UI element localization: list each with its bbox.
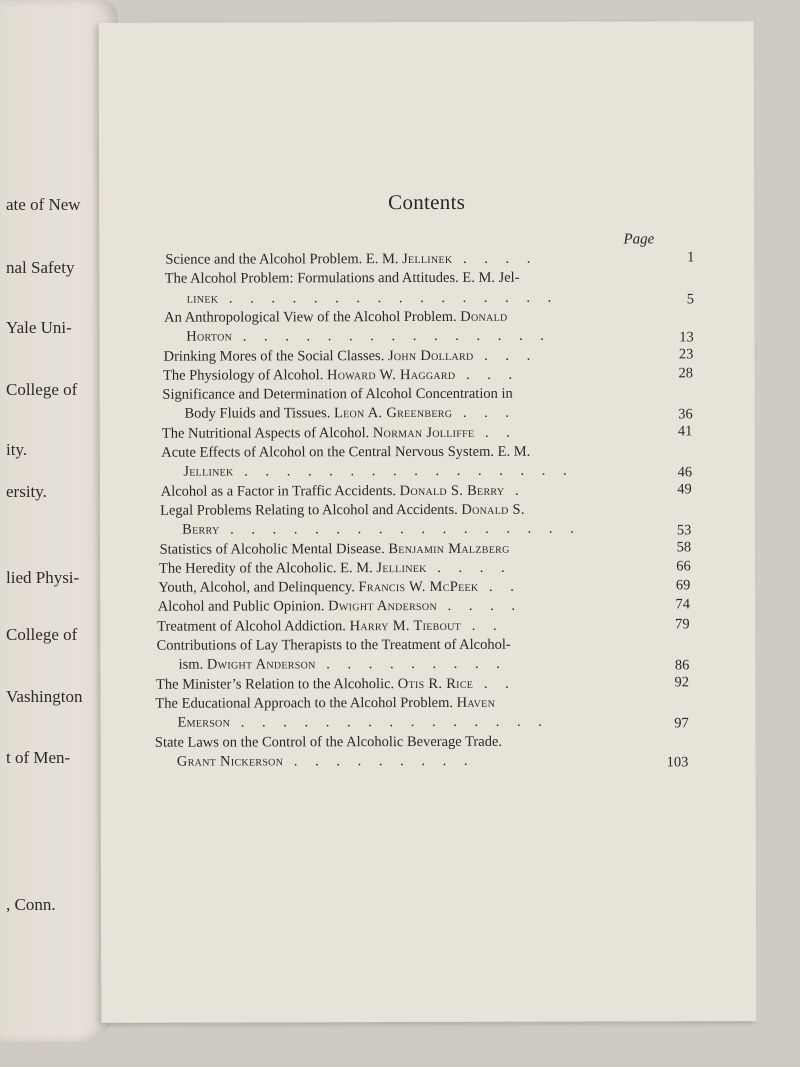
toc-entry-title [162, 423, 517, 442]
toc-author: Jellinek [183, 463, 234, 480]
left-page-fragment: College of [6, 380, 78, 399]
toc-author: Horton [186, 328, 233, 345]
toc-text: An Anthropological View of the Alcohol Problem. [164, 308, 461, 326]
toc-entry-title [164, 308, 507, 327]
left-page-fragment: College of [6, 625, 78, 644]
toc-text: The Nutritional Aspects of Alcohol. [161, 424, 373, 442]
toc-leader-dots: . [504, 482, 526, 499]
toc-text: Body Fluids and Tissues. [184, 405, 334, 423]
toc-leader-dots: . . [473, 675, 516, 692]
toc-entry-title [155, 732, 502, 751]
toc-leader-dots: . . . . . . . . . . . . . . . . [218, 289, 559, 307]
left-page-fragment: , Conn. [6, 895, 56, 914]
toc-page-number: 53 [676, 522, 692, 539]
toc-page-number: 5 [686, 290, 695, 307]
toc-author: Dwight Anderson [328, 598, 437, 615]
left-page-fragment: ate of New [6, 195, 81, 214]
toc-page-number: 58 [676, 538, 692, 555]
toc-text: The Educational Approach to the Alcohol Problem. [155, 694, 457, 712]
left-page-fragment: Vashington [6, 687, 83, 706]
toc-author: Dwight Anderson [206, 656, 316, 673]
left-page-fragment: nal Safety [6, 258, 75, 277]
toc-author: Francis W. McPeek [358, 578, 479, 596]
toc-author: Donald S. [461, 501, 525, 518]
toc-author: Harry M. Tiebout [349, 617, 462, 634]
toc-text: The Heredity of the Alcoholic. E. M. [158, 559, 377, 577]
toc-entry-title [156, 674, 516, 693]
toc-page-number: 41 [677, 422, 693, 440]
toc-entry-title [163, 366, 519, 385]
toc-page-number: 28 [678, 365, 694, 382]
toc-page-number: 49 [677, 480, 692, 497]
toc-text: Legal Problems Relating to Alcohol and Accidents. [160, 501, 462, 519]
toc-entry-continuation [177, 713, 548, 732]
toc-leader-dots: . . . . [426, 559, 512, 576]
toc-entry-title [158, 597, 522, 616]
toc-leader-dots: . . [474, 424, 517, 441]
toc-entry-continuation [182, 520, 581, 539]
toc-text: State Laws on the Control of the Alcoholic Beverage Trade. [154, 733, 503, 751]
toc-entry-continuation [179, 655, 507, 674]
toc-text: Statistics of Alcoholic Mental Disease. [159, 540, 389, 558]
toc-text: Treatment of Alcohol Addiction. [157, 617, 350, 635]
toc-page-number: 66 [676, 558, 691, 575]
left-page-fragment: lied Physi- [6, 568, 80, 587]
toc-text: Acute Effects of Alcohol on the Central Nervous System. E. M. [161, 443, 531, 461]
toc-page-number: 79 [675, 616, 690, 633]
toc-entry-title [157, 616, 503, 635]
toc-leader-dots: . . [461, 617, 504, 634]
toc-leader-dots: . . . . . . . . . . . . . . . . [233, 462, 574, 480]
toc-leader-dots: . . . [452, 405, 517, 422]
toc-page-number: 86 [674, 657, 690, 674]
toc-page-number: 1 [687, 249, 695, 266]
toc-leader-dots: . . . [473, 347, 538, 364]
toc-author: Benjamin Malzberg [388, 540, 510, 557]
toc-entry-title [161, 481, 526, 500]
toc-page-number: 92 [674, 673, 690, 690]
toc-author: Jellinek [402, 250, 453, 268]
toc-entry-title [162, 385, 512, 404]
toc-text: Drinking Mores of the Social Classes. [163, 347, 388, 365]
toc-leader-dots: . . . . [452, 250, 538, 267]
toc-author: Norman Jolliffe [372, 424, 475, 441]
toc-leader-dots: . . . . . . . . . [283, 752, 475, 770]
toc-entry-continuation [177, 752, 475, 771]
toc-entry-continuation [186, 327, 551, 346]
toc-page-number: 46 [677, 464, 693, 481]
toc-page-number: 23 [678, 345, 694, 362]
toc-leader-dots: . . . . . . . . . [315, 656, 507, 673]
toc-text: ism. [178, 656, 207, 673]
toc-entry-continuation [187, 288, 559, 307]
toc-text: Alcohol as a Factor in Traffic Accidents. [160, 482, 400, 500]
toc-text: The Physiology of Alcohol. [162, 367, 327, 384]
toc-page-number: 69 [675, 577, 691, 594]
toc-entry-continuation [184, 404, 516, 423]
toc-text: Contributions of Lay Therapists to the Treatment of Alcohol- [156, 636, 511, 654]
toc-entry-title [160, 539, 510, 558]
toc-leader-dots: . . . . [436, 598, 522, 615]
toc-entry-title [157, 636, 511, 655]
toc-text: Significance and Determination of Alcohol Concentration in [162, 385, 513, 403]
toc-author: Donald S. Berry [399, 482, 505, 499]
toc-entry-title [158, 578, 521, 597]
page-title: Contents [388, 189, 466, 215]
toc-text: Youth, Alcohol, and Delinquency. [158, 579, 359, 596]
toc-entry-title [164, 346, 538, 365]
left-page-fragment: ity. [6, 440, 28, 459]
right-page [99, 21, 757, 1023]
toc-page-number: 74 [675, 596, 691, 613]
toc-author: John Dollard [387, 347, 474, 364]
page-column-label: Page [623, 231, 655, 248]
toc-entry-title [159, 559, 512, 578]
toc-leader-dots: . . [478, 578, 521, 595]
toc-author: Grant Nickerson [176, 753, 284, 770]
toc-leader-dots: . . . . . . . . . . . . . . . [232, 327, 551, 345]
toc-author: Donald [460, 308, 508, 325]
toc-entry-title [160, 501, 525, 520]
toc-author: Howard W. Haggard [326, 366, 456, 384]
left-page-fragment: Yale Uni- [6, 318, 72, 337]
toc-page-number: 36 [678, 406, 693, 423]
toc-entry-title [155, 694, 495, 713]
toc-entry-title [165, 250, 537, 269]
toc-author: Haven [456, 694, 496, 711]
toc-leader-dots: . . . . . . . . . . . . . . . . . [219, 520, 581, 538]
toc-author: Otis R. Rice [397, 675, 474, 692]
toc-entry-title [161, 443, 530, 462]
toc-author: Emerson [177, 714, 231, 731]
toc-page-number: 103 [666, 754, 689, 771]
toc-author: Berry [182, 521, 220, 538]
toc-leader-dots: . . . [455, 366, 520, 383]
toc-entry-title [165, 269, 520, 288]
toc-author: Leon A. Greenberg [333, 405, 453, 422]
toc-entry-continuation [183, 462, 573, 481]
toc-author: linek [186, 290, 219, 307]
toc-leader-dots: . . . . . . . . . . . . . . . [230, 713, 549, 731]
toc-page-number: 97 [674, 715, 689, 732]
left-page-fragment: t of Men- [6, 748, 71, 767]
toc-text: The Minister’s Relation to the Alcoholic. [155, 675, 398, 693]
toc-author: Jellinek [376, 559, 427, 576]
left-page-fragment: ersity. [6, 482, 47, 501]
toc-page-number: 13 [679, 329, 694, 346]
toc-text: Alcohol and Public Opinion. [157, 598, 329, 616]
toc-text: The Alcohol Problem: Formulations and Attitudes. E. M. Jel- [164, 270, 520, 287]
toc-text: Science and the Alcohol Problem. E. M. [165, 251, 403, 268]
